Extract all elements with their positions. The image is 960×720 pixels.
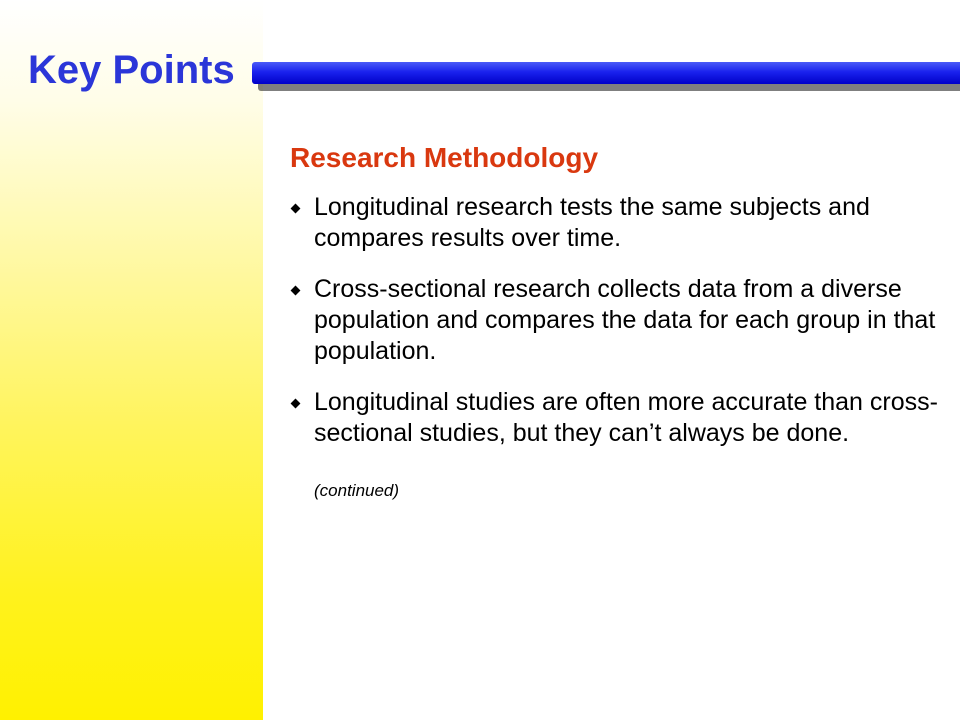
continued-note: (continued) <box>314 481 400 500</box>
bullet-text: Cross-sectional research collects data from a diverse population and compares the data for each group in that population. <box>314 275 936 365</box>
title-bar <box>252 62 960 84</box>
bullet-item <box>290 387 940 449</box>
slide-content <box>290 138 940 503</box>
bullet-list <box>290 192 940 449</box>
slide-title: Key Points <box>28 48 235 92</box>
bullet-text: Longitudinal studies are often more accurate than cross-sectional studies, but they can’t always be done. <box>314 388 938 447</box>
diamond-bullet-icon <box>291 399 301 409</box>
bullet-text: Longitudinal research tests the same subjects and compares results over time. <box>314 193 870 252</box>
bullet-item <box>290 192 940 254</box>
diamond-bullet-icon <box>291 286 301 296</box>
bullet-item <box>290 274 940 367</box>
diamond-bullet-icon <box>291 204 301 214</box>
section-heading: Research Methodology <box>290 142 599 173</box>
side-panel <box>0 0 263 720</box>
